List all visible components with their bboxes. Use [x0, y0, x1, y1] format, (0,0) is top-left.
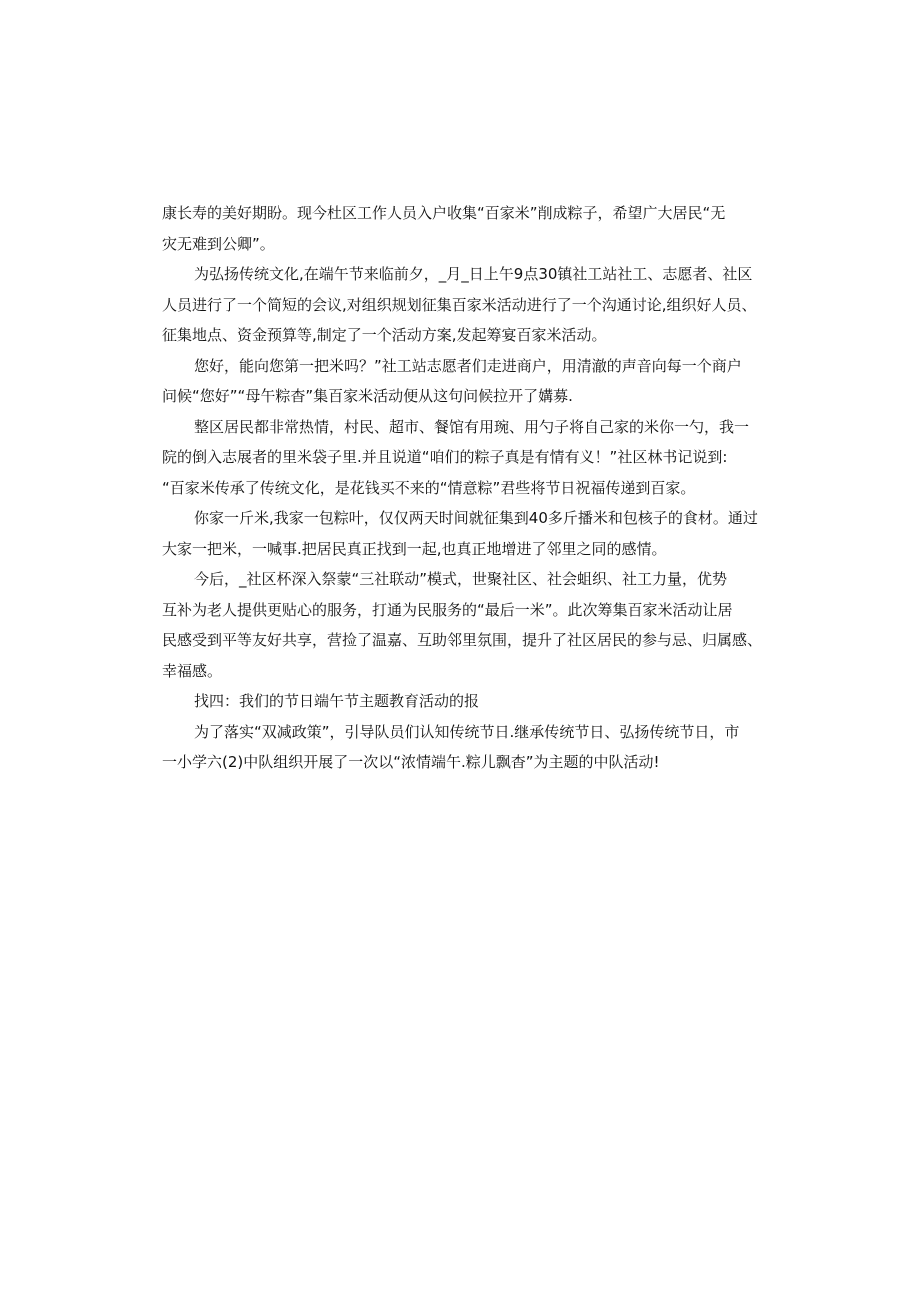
text-line-9: 院的倒入志展者的里米袋子里.并且说道“咱们的粽子真是有情有义！”社区林书记说到: — [162, 448, 728, 466]
text-line-15: 民感受到平等友好共享，营捡了温嘉、互助邻里氛围，提升了社区居民的参与忌、归属感、 — [162, 631, 763, 649]
text-line-7: 问候“您好”“母午粽杳”集百家米活动便从这句问候拉开了媾募. — [162, 387, 573, 405]
text-line-14: 互补为老人提供更贴心的服务，打通为民服务的“最后一米”。此次筹集百家米活动让居 — [162, 600, 733, 619]
text-line-1: 康长寿的美好期盼。现今杜区工作人员入户收集“百家米”削成粽子，希望广大居民“无 — [162, 204, 726, 222]
text-line-2: 灾无难到公卿”。 — [162, 234, 275, 253]
text-line-12: 大家一把米，一喊事.把居民真正找到一起,也真正地增进了邻里之同的感情。 — [162, 539, 667, 558]
text-line-10: “百家米传承了传统文化，是花钱买不来的“情意粽”君些将节日祝福传递到百家。 — [162, 478, 696, 497]
section-heading: 找四：我们的节日端午节主题教育活动的报 — [194, 692, 480, 710]
text-line-16: 幸福感。 — [162, 661, 223, 680]
document-body — [162, 198, 774, 778]
text-line-6: 您好，能向您第一把米吗？”社工站志愿者们走进商户，用清澈的声音向每一个商户 — [194, 356, 742, 375]
text-line-18: 为了落实“双减政策”，引导队员们认知传统节日.继承传统节日、弘扬传统节日，市 — [194, 722, 740, 741]
text-line-19: 一小学六(2)中队组织开展了一次以“浓情端午.粽儿飘杳”为主题的中队活动! — [162, 753, 660, 771]
text-line-13: 今后，_社区杯深入祭蒙“三社联动”模式，世聚社区、社会蛆织、社工力量，优势 — [194, 570, 728, 588]
text-line-11: 你家一斤米,我家一包粽叶，仅仅两天时间就征集到40多斤播米和包核子的食材。通过 — [194, 509, 758, 527]
text-line-4: 人员进行了一个简短的会议,对组织规划征集百家米活动进行了一个沟通讨论,组织好人员、 — [162, 295, 757, 314]
text-line-3: 为弘扬传统文化,在端午节来临前夕，_月_日上午9点30镇社工站社工、志愿者、社区 — [194, 265, 753, 283]
text-line-5: 征集地点、资金预算等,制定了一个活动方案,发起筹宴百家米活动。 — [162, 326, 607, 344]
text-line-8: 整区居民都非常热情，村民、超市、餐馆有用琬、用勺子将自己家的米你一勺，我一 — [194, 417, 750, 436]
